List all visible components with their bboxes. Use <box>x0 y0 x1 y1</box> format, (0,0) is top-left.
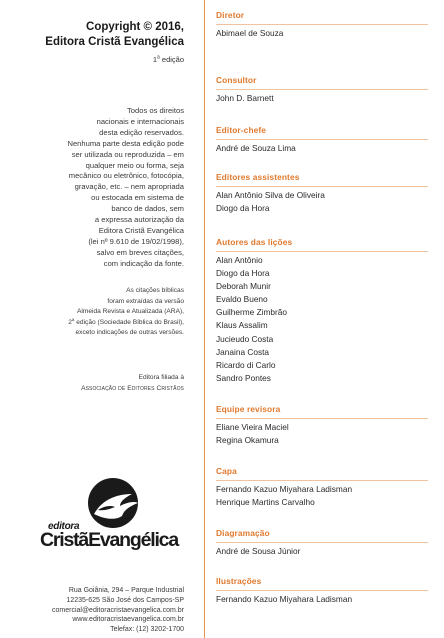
section-names <box>216 254 440 385</box>
credit-section-editores-assistentes <box>216 172 440 215</box>
section-rule <box>216 480 428 481</box>
credit-section-consultor <box>216 75 440 105</box>
credit-name: Diogo da Hora <box>216 203 270 214</box>
section-names <box>216 545 440 558</box>
section-title: Equipe revisora <box>216 404 281 414</box>
section-title: Editor-chefe <box>216 125 267 135</box>
section-names <box>216 483 440 509</box>
rights-line: salvo em breves citações, <box>96 247 184 257</box>
rights-line: banco de dados, sem <box>111 204 184 214</box>
credit-name: Henrique Martins Carvalho <box>216 497 315 508</box>
section-names <box>216 92 440 105</box>
section-title: Diretor <box>216 10 245 20</box>
credit-name: Sandro Pontes <box>216 372 271 383</box>
address-line: 12235-625 São José dos Campos-SP <box>66 596 184 604</box>
credit-section-capa <box>216 466 440 509</box>
section-names <box>216 189 440 215</box>
rights-line: nacionais e internacionais <box>96 116 184 126</box>
credit-name: André de Souza Lima <box>216 143 296 153</box>
credit-name: John D. Barnett <box>216 93 274 103</box>
credit-name: Diogo da Hora <box>216 268 270 279</box>
section-rule <box>216 418 428 419</box>
email-link[interactable]: comercial@editoracristaevangelica.com.br <box>52 606 184 614</box>
publisher-address <box>0 586 184 635</box>
bible-line: foram extraídas da versão <box>107 297 184 305</box>
rights-line: qualquer meio ou forma, seja <box>85 160 184 170</box>
section-title: Consultor <box>216 75 257 85</box>
credit-section-diagramacao <box>216 528 440 558</box>
section-names <box>216 27 440 40</box>
rights-line: Nenhuma parte desta edição pode <box>67 138 184 148</box>
copyright-column <box>0 0 196 638</box>
rights-line: com indicação da fonte. <box>103 258 184 268</box>
section-title: Ilustrações <box>216 576 262 586</box>
credit-name: Fernando Kazuo Miyahara Ladisman <box>216 594 353 604</box>
credit-name: Alan Antônio <box>216 255 263 265</box>
credit-name: Alan Antônio Silva de Oliveira <box>216 190 325 200</box>
copyright-line: Copyright © 2016, <box>86 21 184 33</box>
bible-edition-suffix: a <box>71 316 75 322</box>
copyright-heading <box>45 20 184 50</box>
section-title: Diagramação <box>216 528 270 538</box>
edition-suffix: a <box>157 54 160 61</box>
section-title: Autores das lições <box>216 237 293 247</box>
credit-section-autores <box>216 237 440 385</box>
publisher-logo <box>40 476 190 572</box>
section-rule <box>216 139 428 140</box>
credit-section-ilustracoes <box>216 576 440 606</box>
edition-label <box>153 55 184 64</box>
section-rule <box>216 542 428 543</box>
credit-name: Jucieudo Costa <box>216 333 274 344</box>
section-names <box>216 421 440 447</box>
bible-version-note <box>0 286 184 339</box>
credit-name: Deborah Munir <box>216 281 271 292</box>
affiliation-note <box>0 373 184 394</box>
edition-number: 1 <box>152 55 158 64</box>
credit-name: Evaldo Bueno <box>216 294 268 305</box>
credit-name: André de Sousa Júnior <box>216 546 301 556</box>
bible-line: exceto indicações de outras versões. <box>75 329 184 337</box>
rights-line: Todos os direitos <box>127 106 184 115</box>
rights-line: Editora Cristã Evangélica <box>98 225 184 235</box>
rights-line: ou estocada em sistema de <box>91 193 184 203</box>
rights-line: (lei nº 9.610 de 19/02/1998), <box>88 236 184 246</box>
affiliation-line: Editora filiada à <box>138 374 184 381</box>
credit-name: Klaus Assalim <box>216 320 268 331</box>
bible-edition-text: edição (Sociedade Bíblica do Brasil), <box>74 318 184 326</box>
credit-name: Regina Okamura <box>216 435 279 446</box>
website-link[interactable]: www.editoracristaevangelica.com.br <box>72 616 184 624</box>
section-names <box>216 593 440 606</box>
bible-line: As citações bíblicas <box>126 287 184 294</box>
bible-line <box>0 318 184 329</box>
bible-line: Almeida Revista e Atualizada (ARA), <box>76 308 184 316</box>
credit-name: Eliane Vieira Maciel <box>216 422 289 432</box>
credit-section-diretor <box>216 10 440 40</box>
rights-notice <box>4 106 184 270</box>
rights-line: desta edição reservados. <box>99 127 184 137</box>
address-line: Rua Goiânia, 294 – Parque Industrial <box>68 587 184 594</box>
credit-section-revisora <box>216 404 440 447</box>
credit-name: Ricardo di Carlo <box>216 359 276 370</box>
credit-name: Guilherme Zimbrão <box>216 307 288 318</box>
rights-line: gravação, etc. – nem apropriada <box>74 182 184 192</box>
credit-name: Abimael de Souza <box>216 28 284 38</box>
section-title: Capa <box>216 466 237 476</box>
logo-word-editora: editora <box>48 521 80 532</box>
column-divider <box>204 0 205 638</box>
credit-name: Janaina Costa <box>216 346 270 357</box>
section-rule <box>216 89 428 90</box>
section-rule <box>216 251 428 252</box>
section-rule <box>216 24 428 25</box>
section-rule <box>216 590 428 591</box>
logo-word-brand: CristãEvangélica <box>40 529 178 551</box>
section-rule <box>216 186 428 187</box>
rights-line: mecânico ou eletrônico, fotocópia, <box>68 171 184 181</box>
phone-line: Telefax: (12) 3202-1700 <box>110 626 184 634</box>
edition-text: edição <box>159 55 184 64</box>
affiliation-association: Associação de Editores Cristãos <box>81 384 184 392</box>
bible-edition-number: 2 <box>68 318 72 326</box>
rights-line: ser utilizada ou reproduzida – em <box>71 149 184 159</box>
credit-name: Fernando Kazuo Miyahara Ladisman <box>216 484 353 494</box>
section-title: Editores assistentes <box>216 172 300 182</box>
section-names <box>216 142 440 155</box>
credit-section-editor-chefe <box>216 125 440 155</box>
publisher-name: Editora Cristã Evangélica <box>45 36 184 48</box>
rights-line: a expressa autorização da <box>94 215 184 225</box>
